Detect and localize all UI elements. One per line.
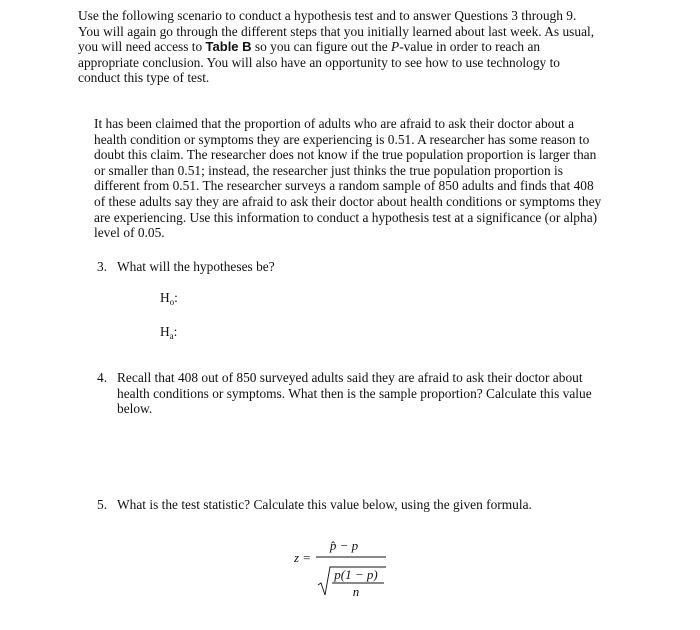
formula-denominator-bottom: n	[352, 584, 360, 599]
question-number: 3.	[97, 259, 108, 274]
question-line: Recall that 408 out of 850 surveyed adults said they are afraid to ask their doctor about	[117, 370, 583, 385]
scenario-line: level of 0.05.	[94, 225, 165, 241]
h-subscript: a	[169, 331, 174, 341]
alternative-hypothesis-label	[160, 324, 177, 345]
intro-line: appropriate conclusion. You will also have an opportunity to see how to use technology to	[78, 54, 560, 70]
scenario-line: doubt this claim. The researcher does not know if the true population proportion is larger than	[94, 147, 597, 163]
question-5	[97, 497, 617, 513]
null-hypothesis-label	[160, 290, 178, 311]
intro-line: conduct this type of test.	[78, 70, 210, 86]
formula-lhs: z =	[294, 550, 312, 565]
intro-line	[78, 39, 628, 55]
table-b-reference: Table B	[205, 39, 252, 55]
question-number: 4.	[97, 370, 108, 385]
intro-text: so you can figure out the	[251, 39, 391, 55]
intro-text: you will need access to	[78, 39, 206, 55]
question-line: health conditions or symptoms. What then is the sample proportion? Calculate this value	[117, 385, 592, 401]
h-subscript: o	[169, 297, 175, 307]
question-4	[97, 370, 624, 417]
question-text: What will the hypotheses be?	[117, 259, 275, 274]
question-text: What is the test statistic? Calculate this value below, using the given formula.	[117, 497, 532, 512]
scenario-line: of these adults say they are afraid to ask their doctor about health conditions or symptoms they	[94, 193, 602, 209]
scenario-line: different from 0.51. The researcher surveys a random sample of 850 adults and finds that 408	[94, 178, 594, 194]
question-number: 5.	[97, 497, 108, 512]
colon: :	[174, 290, 178, 305]
formula-denominator-top: p(1 − p)	[334, 567, 378, 582]
scenario-line: or smaller than 0.51; instead, the researcher just thinks the true population proportion is	[94, 162, 563, 178]
p-value-letter: P	[391, 39, 400, 55]
z-statistic-formula	[294, 532, 404, 602]
formula-numerator: p̂ − p	[329, 538, 359, 553]
colon: :	[173, 324, 178, 339]
intro-paragraph	[78, 8, 628, 86]
scenario-line: are experiencing. Use this information to conduct a hypothesis test at a significance (or alpha)	[94, 209, 598, 225]
scenario-line: It has been claimed that the proportion of adults who are afraid to ask their doctor about a	[94, 116, 575, 131]
question-3	[97, 259, 597, 275]
scenario-paragraph	[94, 116, 624, 241]
intro-line: Use the following scenario to conduct a hypothesis test and to answer Questions 3 through 9.	[78, 8, 577, 23]
h-letter: H	[160, 290, 170, 305]
scenario-line: health condition or symptoms they are experiencing is 0.51. A researcher has some reason to	[94, 131, 590, 147]
intro-text: -value in order to reach an	[399, 39, 541, 55]
h-letter: H	[160, 324, 170, 339]
intro-line: You will again go through the different steps that you initially learned about last week. As usual,	[78, 23, 595, 39]
question-text	[117, 370, 624, 417]
question-line: below.	[117, 401, 153, 417]
